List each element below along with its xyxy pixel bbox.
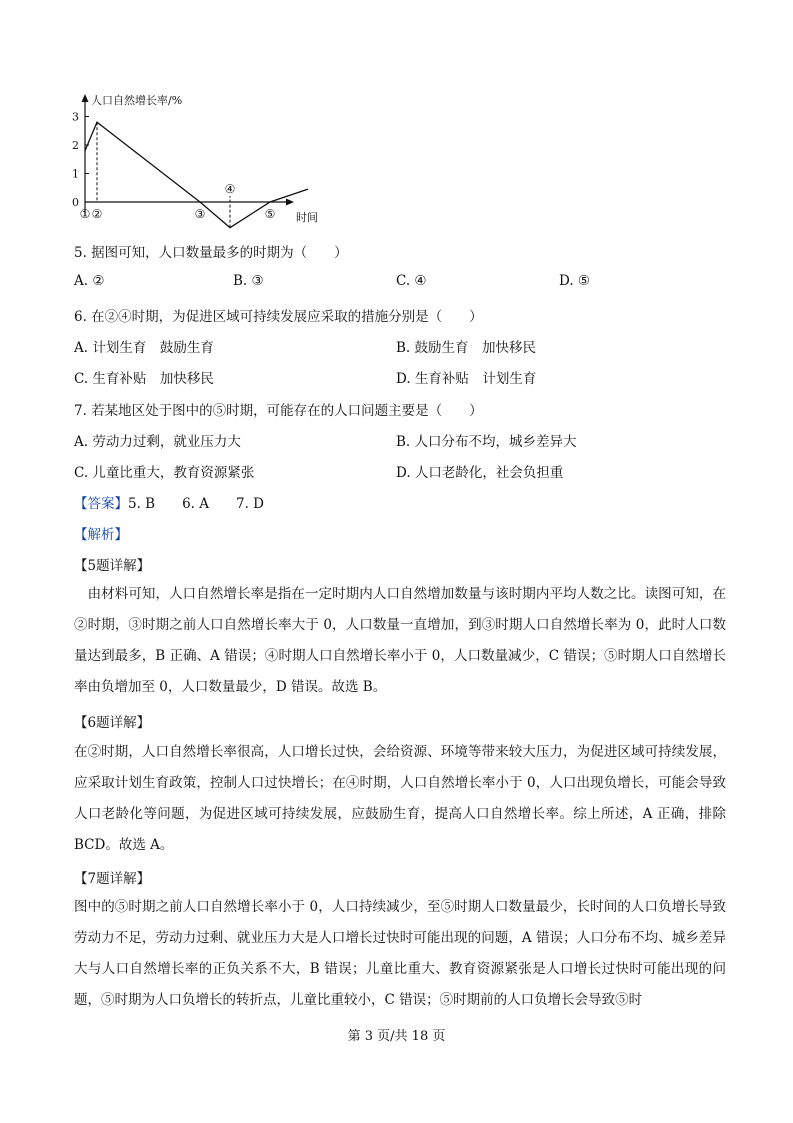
- x-axis-label: 时间: [296, 211, 318, 224]
- population-growth-chart: [70, 88, 330, 238]
- q7-option-b[interactable]: B. 人口分布不均，城乡差异大: [396, 434, 577, 450]
- period-marker: ①: [79, 207, 91, 221]
- answer-text: 5. B 6. A 7. D: [128, 496, 265, 512]
- y-tick-label: 1: [72, 167, 79, 181]
- analysis-label: 【解析】: [74, 527, 128, 543]
- explanation-5-body: [74, 579, 726, 703]
- q5-option-a[interactable]: A. ②: [74, 273, 105, 289]
- y-axis-arrow: [82, 94, 89, 102]
- y-tick-label: 2: [72, 139, 79, 152]
- chart-labels: [80, 93, 318, 224]
- q6-option-b[interactable]: B. 鼓励生育 加快移民: [396, 340, 537, 356]
- explanation-7-paragraph: 图中的⑤时期之前人口自然增长率小于 0，人口持续减少，至⑤时期人口数量最少，长时间的人口负增长导致劳动力不足，劳动力过剩、就业压力大是人口增长过快时可能出现的问题，A 错误；人口分布不均、城乡差异大与人口自然增长率的正负关系不大，B 错误；儿童比重大、教育资源紧张是人口增长过快时可能出现的问题，⑤时期为人口负增长的转折点，儿童比重较小，C 错误；⑤时期前的人口负增长会导致⑤时: [74, 899, 726, 1008]
- q6-option-c[interactable]: C. 生育补贴 加快移民: [74, 371, 214, 387]
- q5-stem: 5. 据图可知，人口数量最多的时期为（ ）: [74, 245, 348, 261]
- page-footer: 第 3 页/共 18 页: [347, 1029, 446, 1044]
- q6-option-a[interactable]: A. 计划生育 鼓励生育: [74, 340, 214, 356]
- period-marker: ⑤: [264, 207, 276, 221]
- y-axis-label: 人口自然增长率/%: [91, 94, 183, 107]
- y-tick-label: 3: [72, 110, 79, 124]
- explanation-7-heading: 【7题详解】: [74, 871, 151, 887]
- period-marker: ②: [91, 207, 103, 221]
- period-marker: ④: [224, 182, 236, 196]
- q5-option-b[interactable]: B. ③: [233, 273, 264, 289]
- explanation-6-paragraph: 在②时期，人口自然增长率很高，人口增长过快，会给资源、环境等带来较大压力，为促进区域可持续发展，应采取计划生育政策，控制人口过快增长；在④时期，人口自然增长率小于 0，人口出现负增长，可能会导致人口老龄化等问题，为促进区域可持续发展，应鼓励生育，提高人口自然增长率。综上所述，A 正确，排除 BCD。故选 A。: [74, 744, 726, 853]
- explanation-6-heading: 【6题详解】: [74, 715, 151, 731]
- x-axis-arrow: [286, 199, 294, 206]
- explanation-5-paragraph: 由材料可知，人口自然增长率是指在一定时期内人口自然增加数量与该时期内平均人数之比。读图可知，在②时期，③时期之前人口自然增长率大于 0，人口数量一直增加，到③时期人口自然增长率为 0，此时人口数量达到最多，B 正确、A 错误；④时期人口自然增长率小于 0，人口数量减少，C 错误；⑤时期人口自然增长率由负增加至 0，人口数量最少，D 错误。故选 B。: [74, 586, 726, 695]
- chart-ticks: [72, 111, 89, 210]
- q5-option-c[interactable]: C. ④: [396, 273, 427, 289]
- q6-stem: 6. 在②④时期，为促进区域可持续发展应采取的措施分别是（ ）: [74, 309, 483, 325]
- q6-option-d[interactable]: D. 生育补贴 计划生育: [396, 371, 537, 387]
- y-tick-label: 0: [72, 196, 79, 209]
- answer-label: 【答案】: [74, 496, 128, 512]
- explanation-6-body: [74, 737, 726, 861]
- q7-option-d[interactable]: D. 人口老龄化，社会负担重: [396, 465, 564, 481]
- q7-stem: 7. 若某地区处于图中的⑤时期，可能存在的人口问题主要是（ ）: [74, 403, 483, 419]
- explanation-7-body: [74, 892, 726, 1016]
- q7-option-c[interactable]: C. 儿童比重大，教育资源紧张: [74, 465, 255, 481]
- q5-option-d[interactable]: D. ⑤: [559, 273, 591, 289]
- answer-line: [74, 492, 264, 512]
- q7-option-a[interactable]: A. 劳动力过剩，就业压力大: [74, 434, 241, 450]
- chart-axes: [82, 94, 295, 216]
- period-marker: ③: [194, 207, 206, 221]
- explanation-5-heading: 【5题详解】: [74, 558, 151, 574]
